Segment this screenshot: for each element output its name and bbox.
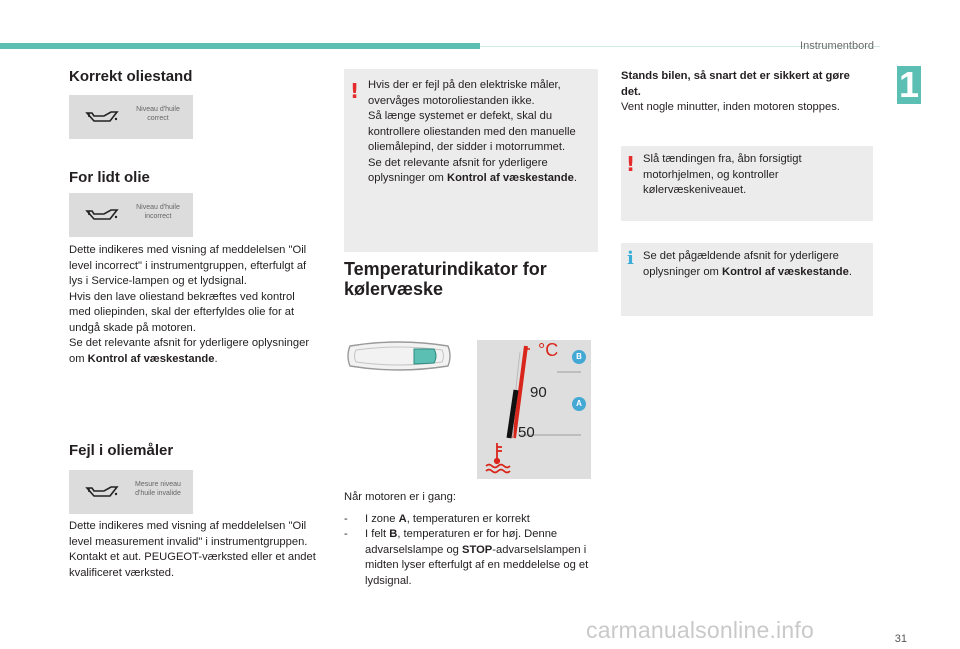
gauge-unit: °C <box>538 340 559 360</box>
warning-icon: ! <box>350 79 360 103</box>
info-text: Se det pågældende afsnit for yderligere oplysninger om Kontrol af væskestande. <box>643 250 852 278</box>
heading-low-oil: For lidt olie <box>69 169 150 186</box>
temperature-gauge <box>477 340 591 479</box>
warning-text: Slå tændingen fra, åbn forsigtigt motorhjelmen, og kontroller kølervæskeniveauet. <box>643 153 802 196</box>
zone-list <box>344 512 599 590</box>
cross-reference: Kontrol af væskestande <box>87 352 215 365</box>
cluster-display-icon <box>346 340 452 372</box>
oil-display-text: Niveau d'huile correct <box>136 106 180 122</box>
coolant-temperature-icon <box>486 443 510 473</box>
zone-a-marker: A <box>572 397 586 411</box>
stop-body: Vent nogle minutter, inden motoren stoppes. <box>621 101 840 113</box>
warning-note-electric-gauge <box>344 69 598 252</box>
watermark: carmanualsonline.info <box>586 617 814 643</box>
stop-title: Stands bilen, så snart det er sikkert at gøre det. <box>621 70 850 98</box>
oil-display-invalid <box>69 470 193 514</box>
paragraph: Dette indikeres med visning af meddelelsen "Oil level measurement invalid" i instrumentgruppen. <box>69 520 308 548</box>
gauge-mark-50: 50 <box>518 424 535 441</box>
gauge-mark-90: 90 <box>530 384 547 401</box>
oil-display-text: Mesure niveau d'huile invalide <box>135 481 181 497</box>
section-label: Instrumentbord <box>800 40 874 52</box>
info-note <box>621 243 873 316</box>
heading-correct-oil-level: Korrekt oliestand <box>69 68 193 85</box>
gauge-fault-body <box>69 519 319 581</box>
paragraph: Hvis den lave oliestand bekræftes ved kontrol med oliepinden, skal der efterfyldes olie for at undgå skade på motoren. <box>69 290 295 334</box>
heading-oil-gauge-fault: Fejl i oliemåler <box>69 442 174 459</box>
heading-coolant-temperature: Temperaturindikator for kølervæske <box>344 259 547 299</box>
stop-instructions <box>621 69 871 116</box>
paragraph: Kontakt et aut. PEUGEOT-værksted eller et andet kvalificeret værksted. <box>69 551 316 579</box>
cross-reference: Kontrol af væskestande <box>721 265 849 278</box>
oil-display-correct <box>69 95 193 139</box>
intro-line: Når motoren er i gang: <box>344 491 456 503</box>
info-icon: i <box>627 248 634 269</box>
page-number: 31 <box>894 633 907 645</box>
warning-note-coolant <box>621 146 873 221</box>
warning-text: Hvis der er fejl på den elektriske måler, overvåges motoroliestanden ikke. Så længe systemet er defekt, skal du kontrollere oliestanden med den manuelle oliemålepind, der sidder i motorrummet. Se det relevante afsnit for yderligere oplysninger om Kontrol af væskestande. <box>368 79 577 184</box>
chapter-number: 1 <box>898 64 920 105</box>
oil-display-incorrect <box>69 193 193 237</box>
low-oil-body <box>69 243 319 367</box>
zone-b-marker: B <box>572 350 586 364</box>
cross-reference: Kontrol af væskestande <box>446 172 574 184</box>
header-accent-bar <box>0 43 480 49</box>
oil-can-icon <box>85 484 119 500</box>
engine-running-text <box>344 490 599 589</box>
list-item: - I felt B, temperaturen er for høj. Denne advarselslampe og STOP-advarselslampen i midten lyser efterfulgt af en meddelelse og et lydsignal. <box>344 527 599 589</box>
oil-can-icon <box>85 207 119 223</box>
paragraph: Se det relevante afsnit for yderligere oplysninger om Kontrol af væskestande. <box>69 337 310 365</box>
list-item: - I zone A, temperaturen er korrekt <box>344 512 599 528</box>
warning-icon: ! <box>626 152 636 176</box>
paragraph: Dette indikeres med visning af meddelelsen "Oil level incorrect" i instrumentgruppen, efterfulgt af lys i Service-lampen og et lydsignal. <box>69 244 307 287</box>
oil-display-text: Niveau d'huile incorrect <box>136 204 180 220</box>
oil-can-icon <box>85 109 119 125</box>
